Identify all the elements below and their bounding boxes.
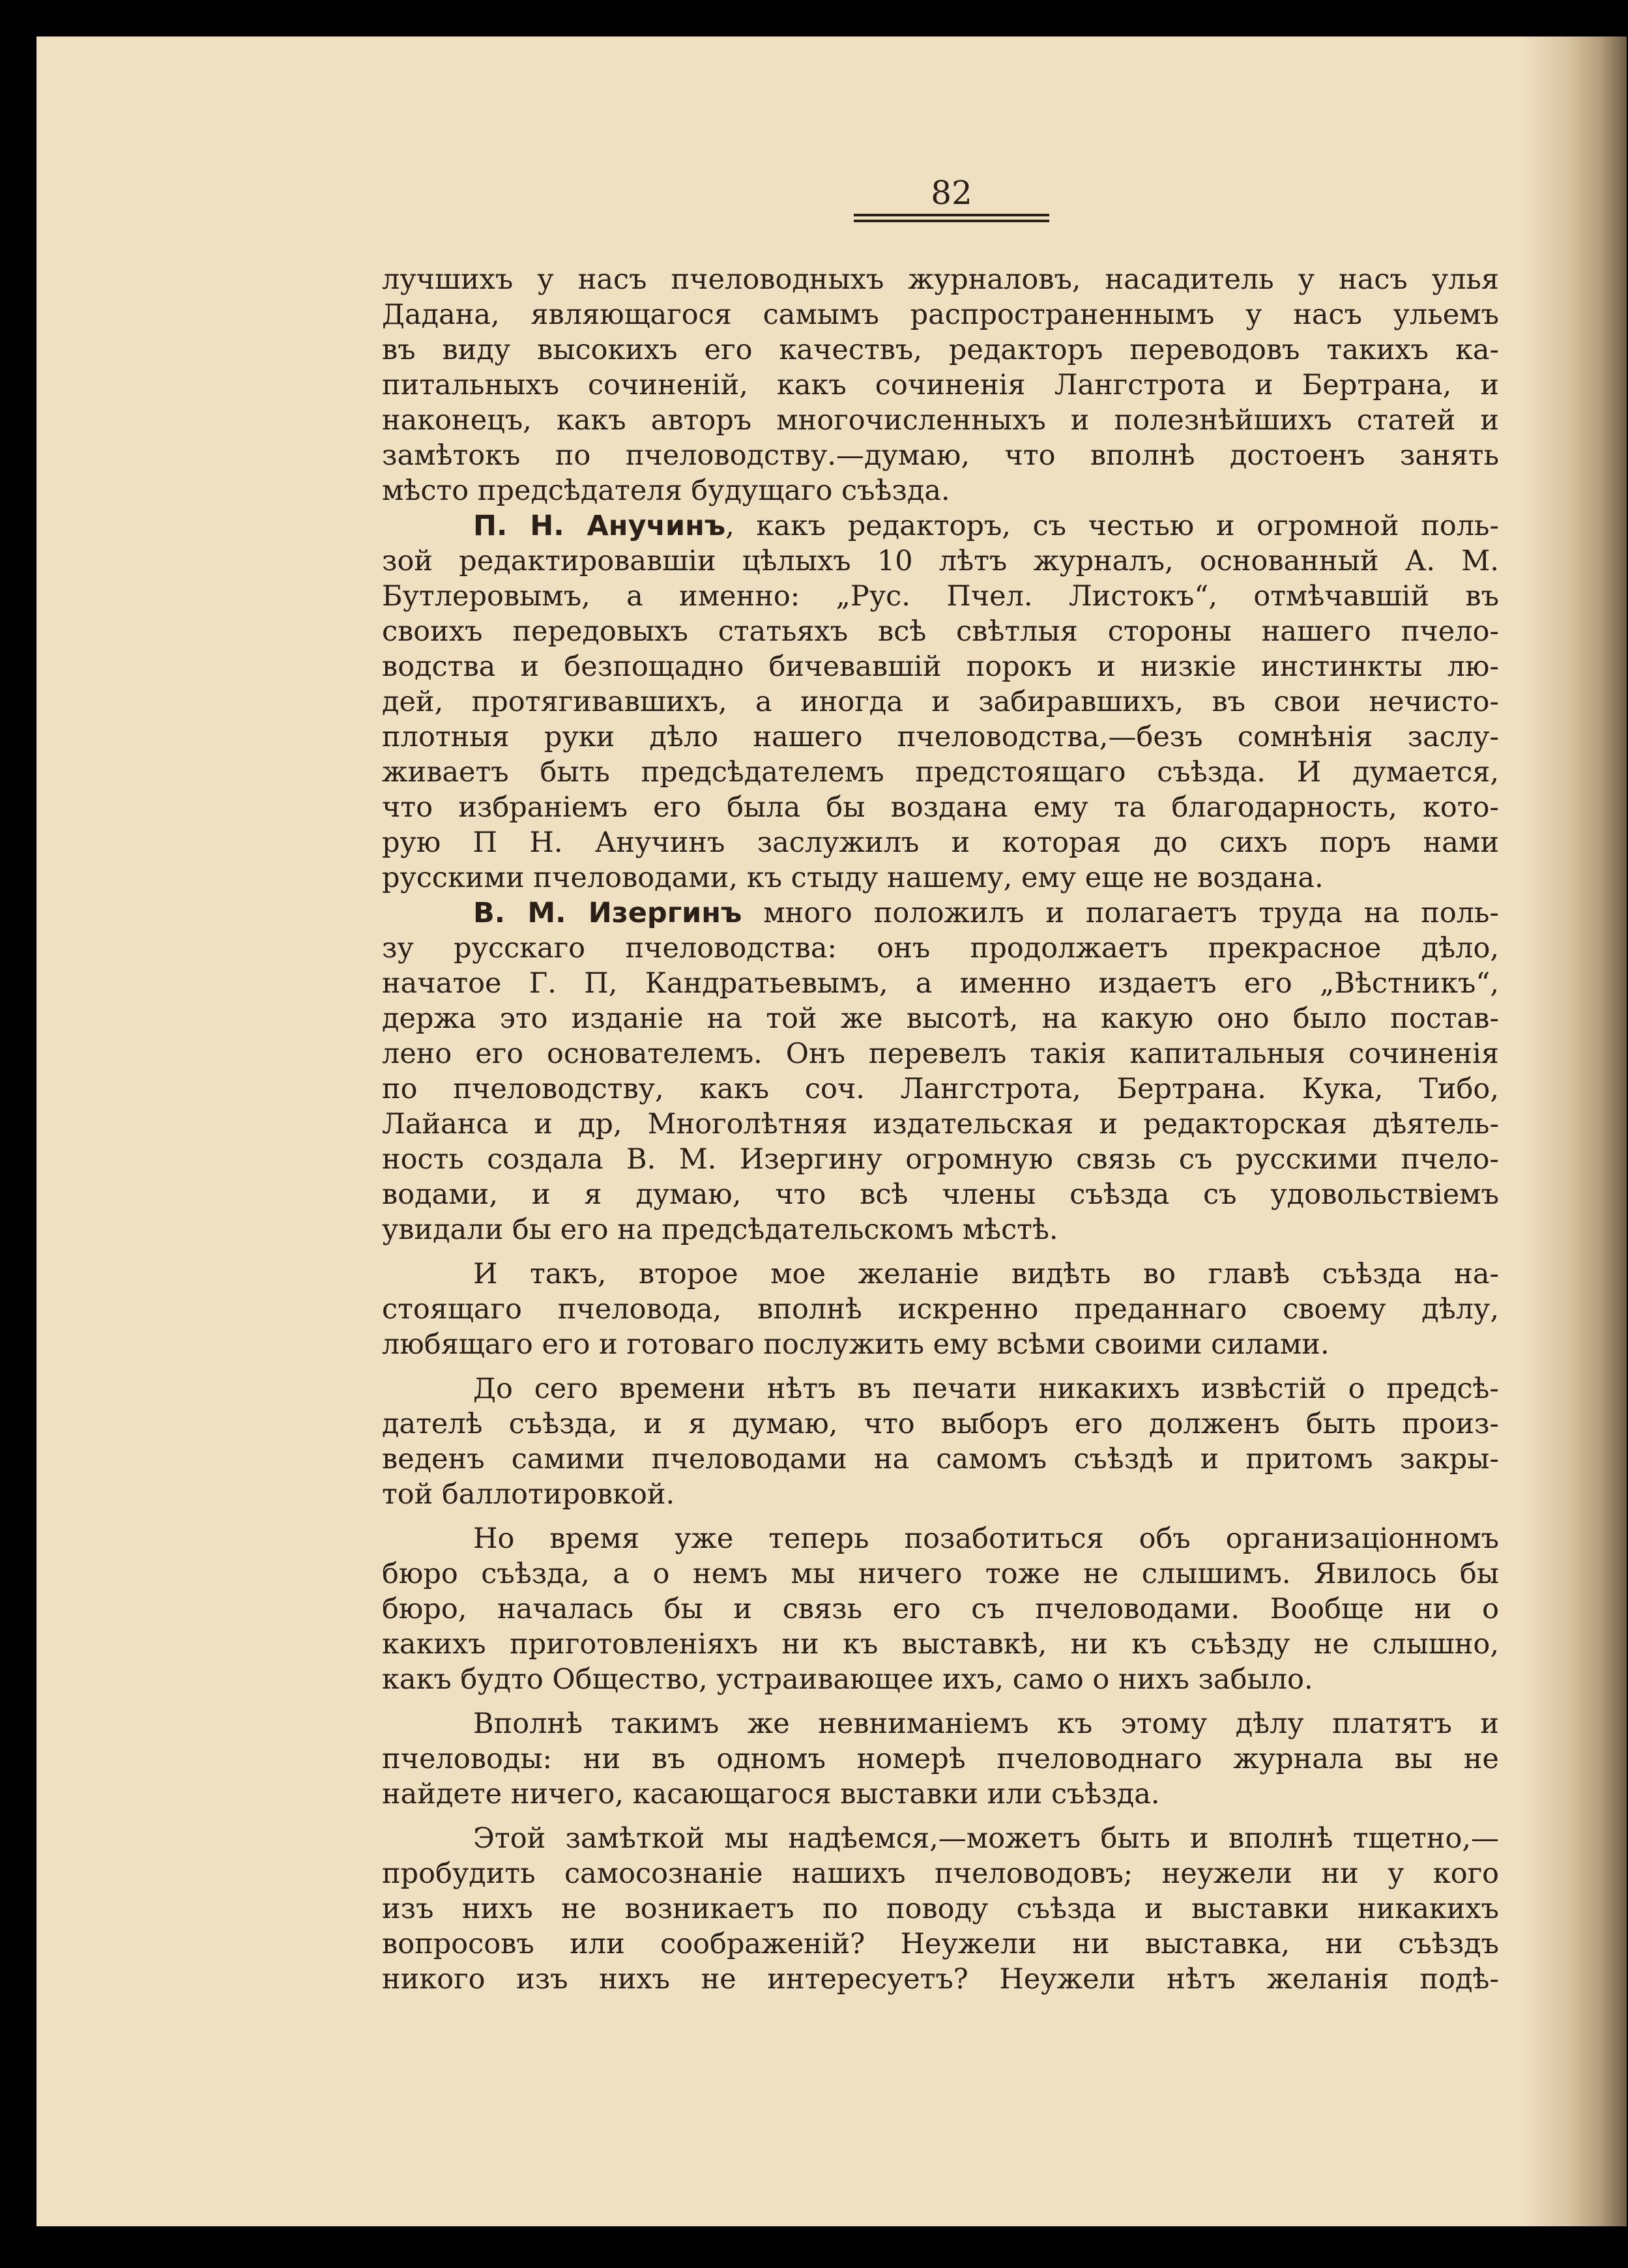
paragraph bbox=[382, 895, 1499, 1247]
text-line: Этой замѣткой мы надѣемся,—можетъ быть и вполнѣ тщетно,— bbox=[473, 1822, 1499, 1855]
text-line: изъ нихъ не возникаетъ по поводу съѣзда и выставки никакихъ bbox=[382, 1893, 1499, 1925]
text-line: наконецъ, какъ авторъ многочисленныхъ и полезнѣйшихъ статей и bbox=[382, 404, 1499, 437]
body-text bbox=[382, 262, 1499, 1997]
text-line: лучшихъ у насъ пчеловодныхъ журналовъ, насадитель у насъ улья bbox=[382, 263, 1499, 296]
text-line: водства и безпощадно бичевавшій порокъ и низкіе инстинкты лю- bbox=[382, 650, 1499, 683]
text-line: русскими пчеловодами, къ стыду нашему, ему еще не воздана. bbox=[382, 862, 1324, 894]
text-line: лено его основателемъ. Онъ перевелъ такія капитальныя сочиненія bbox=[382, 1038, 1499, 1070]
text-line: что избраніемъ его была бы воздана ему та благодарность, кото- bbox=[382, 791, 1499, 824]
paragraph-spacer bbox=[382, 1812, 1499, 1821]
person-name: В. М. Изергинъ bbox=[473, 897, 742, 929]
text-line: пробудить самосознаніе нашихъ пчеловодовъ; неужели ни у кого bbox=[382, 1857, 1499, 1890]
text-line: стоящаго пчеловода, вполнѣ искренно преданнаго своему дѣлу, bbox=[382, 1293, 1499, 1326]
person-name: П. Н. Анучинъ bbox=[473, 510, 726, 542]
text-line: ность создала В. М. Изергину огромную связь съ русскими пчело- bbox=[382, 1143, 1499, 1176]
text-line: своихъ передовыхъ статьяхъ всѣ свѣтлыя стороны нашего пчело- bbox=[382, 615, 1499, 648]
page-binding-shadow bbox=[1522, 36, 1627, 2226]
paragraph bbox=[382, 1371, 1499, 1512]
text-line: какъ будто Общество, устраивающее ихъ, само о нихъ забыло. bbox=[382, 1663, 1313, 1696]
text-line: въ виду высокихъ его качествъ, редакторъ переводовъ такихъ ка- bbox=[382, 334, 1499, 366]
paragraph-spacer bbox=[382, 1697, 1499, 1706]
text-line: И такъ, второе мое желаніе видѣть во главѣ съѣзда на- bbox=[473, 1258, 1499, 1290]
paragraph bbox=[382, 1521, 1499, 1697]
text-line: никого изъ нихъ не интересуетъ? Неужели нѣтъ желанія подѣ- bbox=[382, 1963, 1499, 1996]
text-line: веденъ самими пчеловодами на самомъ съѣздѣ и притомъ закры- bbox=[382, 1443, 1499, 1476]
text-line: живаетъ быть предсѣдателемъ предстоящаго съѣзда. И думается, bbox=[382, 756, 1499, 789]
paragraph-spacer bbox=[382, 1247, 1499, 1257]
text-line: Бутлеровымъ, а именно: „Рус. Пчел. Листокъ“, отмѣчавшій въ bbox=[382, 580, 1499, 613]
scan-bottom-border bbox=[0, 2226, 1628, 2268]
paragraph bbox=[382, 262, 1499, 508]
text-line: замѣтокъ по пчеловодству.—думаю, что вполнѣ достоенъ занять bbox=[382, 439, 1499, 472]
text-line bbox=[382, 895, 1499, 931]
paragraph bbox=[382, 1706, 1499, 1812]
text-line: водами, и я думаю, что всѣ члены съѣзда съ удовольствіемъ bbox=[382, 1178, 1499, 1211]
page-number-rule bbox=[854, 220, 1049, 222]
text-line: бюро, началась бы и связь его съ пчеловодами. Вообще ни о bbox=[382, 1593, 1499, 1625]
text-line: вопросовъ или соображеній? Неужели ни выставка, ни съѣздъ bbox=[382, 1928, 1499, 1960]
text-line: держа это изданіе на той же высотѣ, на какую оно было постав- bbox=[382, 1002, 1499, 1035]
text-line: плотныя руки дѣло нашего пчеловодства,—безъ сомнѣнія заслу- bbox=[382, 721, 1499, 753]
text-line: питальныхъ сочиненій, какъ сочиненія Лангстрота и Бертрана, и bbox=[382, 369, 1499, 401]
page-number-rule bbox=[854, 214, 1049, 216]
text-line bbox=[382, 508, 1499, 544]
text-line: Лайанса и др, Многолѣтняя издательская и редакторская дѣятель- bbox=[382, 1108, 1499, 1141]
paragraph bbox=[382, 508, 1499, 895]
text-line: дателѣ съѣзда, и я думаю, что выборъ его долженъ быть произ- bbox=[382, 1408, 1499, 1440]
text-line: найдете ничего, касающагося выставки или съѣзда. bbox=[382, 1778, 1160, 1810]
text-fragment: много положилъ и полагаетъ труда на поль- bbox=[742, 897, 1499, 929]
paragraph-spacer bbox=[382, 1362, 1499, 1371]
text-line: дей, протягивавшихъ, а иногда и забиравшихъ, въ свои нечисто- bbox=[382, 686, 1499, 718]
text-line: зу русскаго пчеловодства: онъ продолжаетъ прекрасное дѣло, bbox=[382, 932, 1499, 965]
text-line: по пчеловодству, какъ соч. Лангстрота, Бертрана. Кука, Тибо, bbox=[382, 1073, 1499, 1105]
text-fragment: , какъ редакторъ, съ честью и огромной поль- bbox=[725, 510, 1499, 542]
text-line: Дадана, являющагося самымъ распространеннымъ у насъ ульемъ bbox=[382, 298, 1499, 331]
page-number: 82 bbox=[931, 174, 972, 212]
text-line: зой редактировавшіи цѣлыхъ 10 лѣтъ журналъ, основанный А. М. bbox=[382, 545, 1499, 577]
text-line: бюро съѣзда, а о немъ мы ничего тоже не слышимъ. Явилось бы bbox=[382, 1558, 1499, 1590]
text-line: Вполнѣ такимъ же невниманіемъ къ этому дѣлу платятъ и bbox=[473, 1708, 1499, 1740]
text-line: До сего времени нѣтъ въ печати никакихъ извѣстій о предсѣ- bbox=[473, 1373, 1499, 1405]
paragraph bbox=[382, 1821, 1499, 1997]
text-line: какихъ приготовленіяхъ ни къ выставкѣ, ни къ съѣзду не слышно, bbox=[382, 1628, 1499, 1661]
text-line: мѣсто предсѣдателя будущаго съѣзда. bbox=[382, 474, 950, 507]
text-line: увидали бы его на предсѣдательскомъ мѣстѣ. bbox=[382, 1214, 1058, 1246]
paragraph bbox=[382, 1257, 1499, 1362]
text-line: пчеловоды: ни въ одномъ номерѣ пчеловоднаго журнала вы не bbox=[382, 1743, 1499, 1775]
text-line: Но время уже теперь позаботиться объ организаціонномъ bbox=[473, 1522, 1499, 1555]
text-line: той баллотировкой. bbox=[382, 1478, 675, 1511]
text-line: рую П Н. Анучинъ заслужилъ и которая до сихъ поръ нами bbox=[382, 826, 1499, 859]
text-line: любящаго его и готоваго послужить ему всѣми своими силами. bbox=[382, 1328, 1330, 1361]
paragraph-spacer bbox=[382, 1512, 1499, 1521]
text-line: начатое Г. П, Кандратьевымъ, а именно издаетъ его „Вѣстникъ“, bbox=[382, 967, 1499, 1000]
